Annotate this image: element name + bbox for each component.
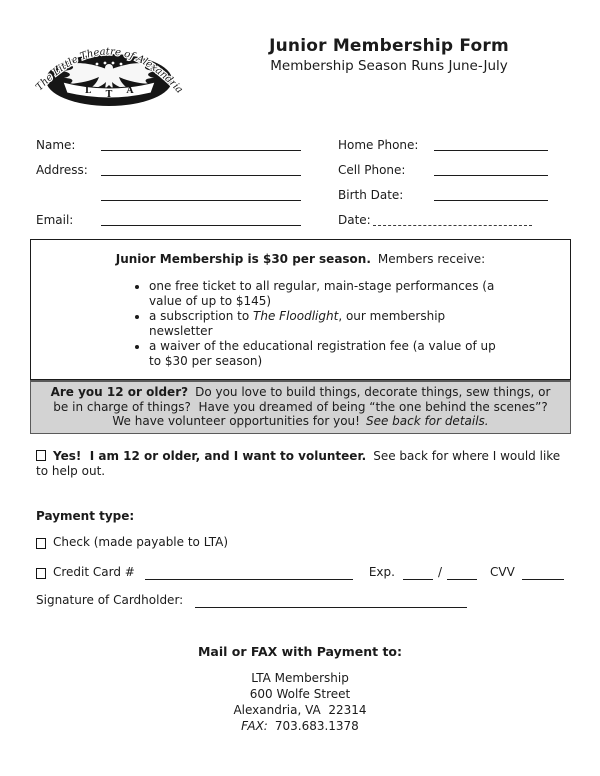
cell-phone-input-line[interactable] [434,163,548,176]
payment-credit-row [36,565,600,580]
contact-fields [36,128,548,228]
signature-label: Signature of Cardholder: [36,592,184,607]
date-label: Date: [338,213,371,227]
payment-check-row [36,535,600,550]
field-row-address2 [36,178,301,203]
logo-letter-t: T [105,90,113,100]
home-phone-label: Home Phone: [338,138,419,152]
page-subtitle: Membership Season Runs June-July [270,58,508,74]
credit-payment-checkbox[interactable] [36,568,46,579]
benefit-newsletter-text: a subscription to [149,309,254,323]
credit-card-number-line[interactable] [145,567,353,580]
logo-letter-l: L [84,86,92,96]
form-header [33,30,600,108]
fax-number: 703.683.1378 [274,718,359,733]
volunteer-optin-bold: Yes! I am 12 or older, and I want to volunteer. [53,448,367,463]
benefit-newsletter-italic: The Floodlight [253,309,339,323]
exp-year-line[interactable] [447,567,477,580]
birth-date-input-line[interactable] [434,188,548,201]
volunteer-optin-row [36,449,572,479]
field-row-name [36,128,301,153]
check-payment-label: Check (made payable to LTA) [53,534,229,549]
fax-label: FAX: [241,718,268,733]
fax-line [0,718,600,734]
credit-card-label: Credit Card # [53,564,135,579]
banner-body-text: Do you love to build things, decorate things, sew things, or be in charge of things? Have you dreamed of being “the one behind the scenes”? We have volunteer opportunities for you! [53,385,556,428]
benefit-newsletter-post: , our membership newsletter [149,309,449,338]
benefit-ticket-text: one free ticket to all regular, main-stage performances (a value of up to $145) [149,279,499,308]
address-label: Address: [36,163,88,177]
volunteer-checkbox[interactable] [36,450,46,461]
mailing-address-line2: 600 Wolfe Street [249,686,351,701]
contact-right-column [338,128,548,228]
field-row-cell-phone [338,153,548,178]
title-block [205,36,573,74]
mail-fax-heading: Mail or FAX with Payment to: [197,643,403,659]
membership-heading [59,252,542,267]
email-input-line[interactable] [101,213,301,226]
address2-input-line[interactable] [101,188,301,201]
field-row-address [36,153,301,178]
home-phone-input-line[interactable] [434,138,548,151]
cvv-label: CVV [490,564,515,579]
contact-left-column [36,128,301,228]
name-input-line[interactable] [101,138,301,151]
email-label: Email: [36,213,74,227]
membership-benefits-list [131,279,501,369]
logo-organization-text: The Little Theatre of Alexandria [34,46,185,96]
banner-question-bold: Are you 12 or older? [50,385,189,399]
address-input-line[interactable] [101,163,301,176]
date-input-line[interactable] [373,213,532,226]
payment-type-heading: Payment type: [36,508,135,523]
field-row-home-phone [338,128,548,153]
exp-label: Exp. [368,564,395,579]
benefit-item-ticket [149,279,501,309]
benefit-item-newsletter [149,309,501,339]
eagle-head [105,64,113,72]
banner-see-back-italic: See back for details. [365,414,489,428]
name-label: Name: [36,138,76,152]
volunteer-banner [30,380,571,434]
field-row-birth-date [338,178,548,203]
mailing-address-line3: Alexandria, VA 22314 [233,702,367,717]
cell-phone-label: Cell Phone: [338,163,406,177]
cvv-line[interactable] [522,567,564,580]
birth-date-label: Birth Date: [338,188,404,202]
check-payment-checkbox[interactable] [36,538,46,549]
field-row-email [36,203,301,228]
membership-heading-bold: Junior Membership is $30 per season. [115,252,371,266]
signature-line[interactable] [195,595,467,608]
benefit-item-waiver [149,339,501,369]
membership-info-box [30,239,571,380]
page-title: Junior Membership Form [269,36,509,56]
volunteer-optin-rest: See back for where I would like to help out. [36,448,565,478]
lta-logo [33,30,185,108]
mailing-address-line1: LTA Membership [251,670,349,685]
benefit-waiver-text: a waiver of the educational registration fee (a value of up to $30 per season) [149,339,500,368]
field-row-date [338,203,548,228]
lta-logo-graphic [33,30,185,108]
logo-letter-a: A [126,86,134,96]
exp-month-line[interactable] [403,567,433,580]
mailing-address-block [0,670,600,734]
membership-heading-rest: Members receive: [377,252,486,266]
exp-slash: / [437,564,443,579]
signature-row [36,593,600,608]
